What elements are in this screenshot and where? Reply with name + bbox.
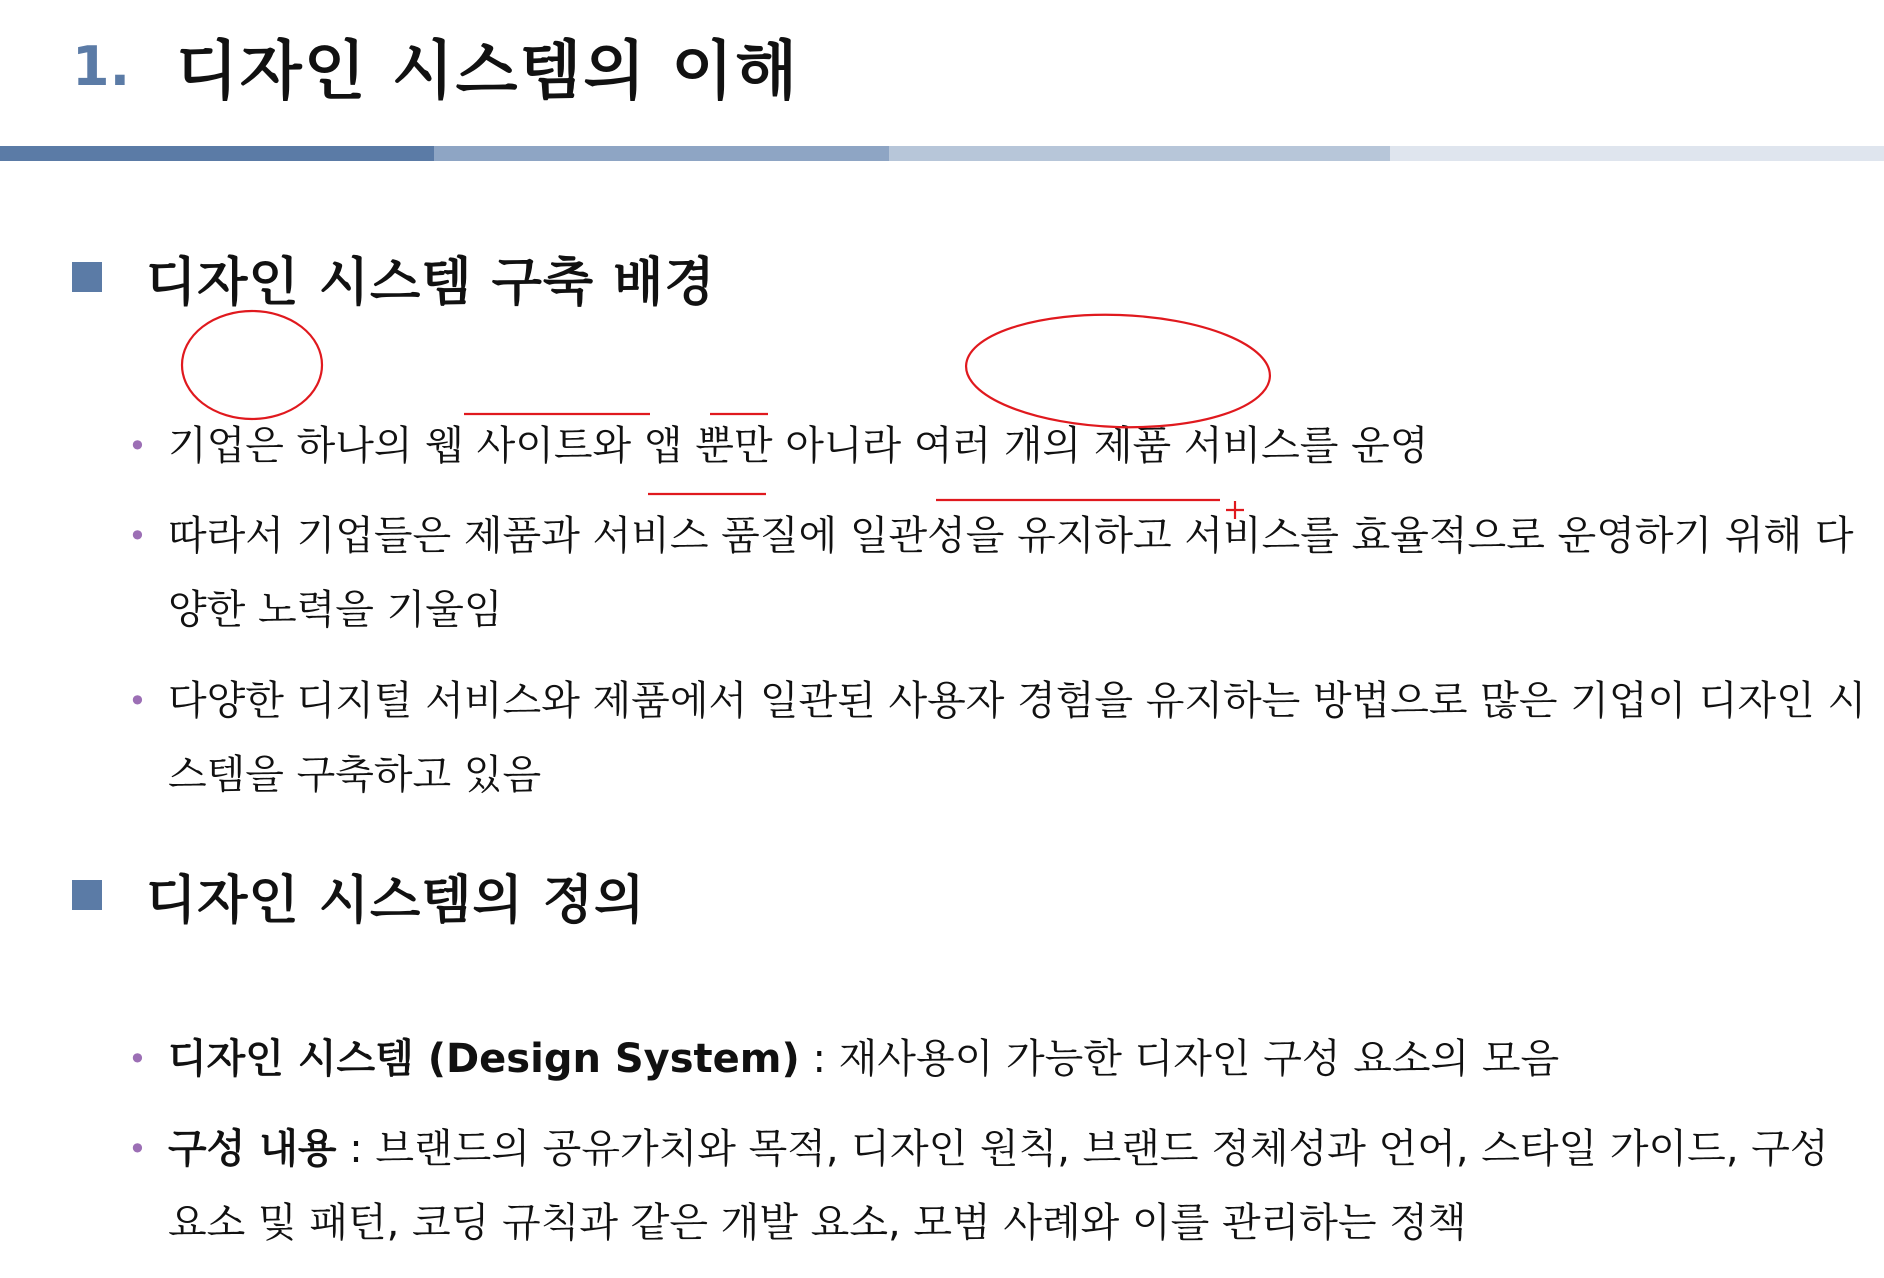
section-square-icon bbox=[72, 880, 102, 910]
bullet-term: 디자인 시스템 (Design System) bbox=[168, 1036, 800, 1082]
list-item bbox=[128, 664, 1878, 812]
title-underline-bar bbox=[0, 146, 1884, 161]
annotation-circle-1 bbox=[182, 311, 322, 419]
bar-segment bbox=[0, 146, 434, 161]
section-title: 디자인 시스템의 정의 bbox=[146, 870, 646, 931]
bullet-dot-icon: • bbox=[128, 427, 147, 465]
bullet-dot-icon: • bbox=[128, 517, 147, 555]
title-text: 디자인 시스템의 이해 bbox=[176, 35, 800, 109]
bar-segment bbox=[1390, 146, 1884, 161]
bullet-text: 따라서 기업들은 제품과 서비스 품질에 일관성을 유지하고 서비스를 효율적으로 운영하기 위해 다양한 노력을 기울임 bbox=[168, 513, 1854, 633]
bullet-text: 다양한 디지털 서비스와 제품에서 일관된 사용자 경험을 유지하는 방법으로 많은 기업이 디자인 시스템을 구축하고 있음 bbox=[168, 678, 1867, 798]
section-heading bbox=[72, 242, 716, 312]
section-definition bbox=[72, 860, 1829, 1246]
section-background bbox=[72, 242, 1867, 798]
section-title: 디자인 시스템 구축 배경 bbox=[146, 252, 716, 313]
title-number: 1. bbox=[72, 34, 131, 98]
bullet-dot-icon: • bbox=[128, 682, 147, 720]
bar-segment bbox=[434, 146, 889, 161]
list-item bbox=[128, 409, 1868, 483]
bullet-term: 구성 내용 bbox=[168, 1126, 337, 1172]
section-heading bbox=[72, 860, 645, 930]
section-square-icon bbox=[72, 262, 102, 292]
list-item bbox=[128, 1112, 1878, 1260]
bullet-dot-icon: • bbox=[128, 1130, 147, 1168]
bullet-text: : 재사용이 가능한 디자인 구성 요소의 모음 bbox=[799, 1036, 1560, 1082]
bullet-dot-icon: • bbox=[128, 1040, 147, 1078]
slide-title bbox=[72, 16, 799, 116]
bullet-text: 기업은 하나의 웹 사이트와 앱 뿐만 아니라 여러 개의 제품 서비스를 운영 bbox=[168, 423, 1429, 469]
list-item bbox=[128, 1022, 1868, 1096]
bullet-text: : 브랜드의 공유가치와 목적, 디자인 원칙, 브랜드 정체성과 언어, 스타일 가이드, 구성 요소 및 패턴, 코딩 규칙과 같은 개발 요소, 모범 사례와 이를 관리하는 정책 bbox=[168, 1126, 1829, 1246]
list-item bbox=[128, 499, 1878, 647]
bar-segment bbox=[889, 146, 1390, 161]
